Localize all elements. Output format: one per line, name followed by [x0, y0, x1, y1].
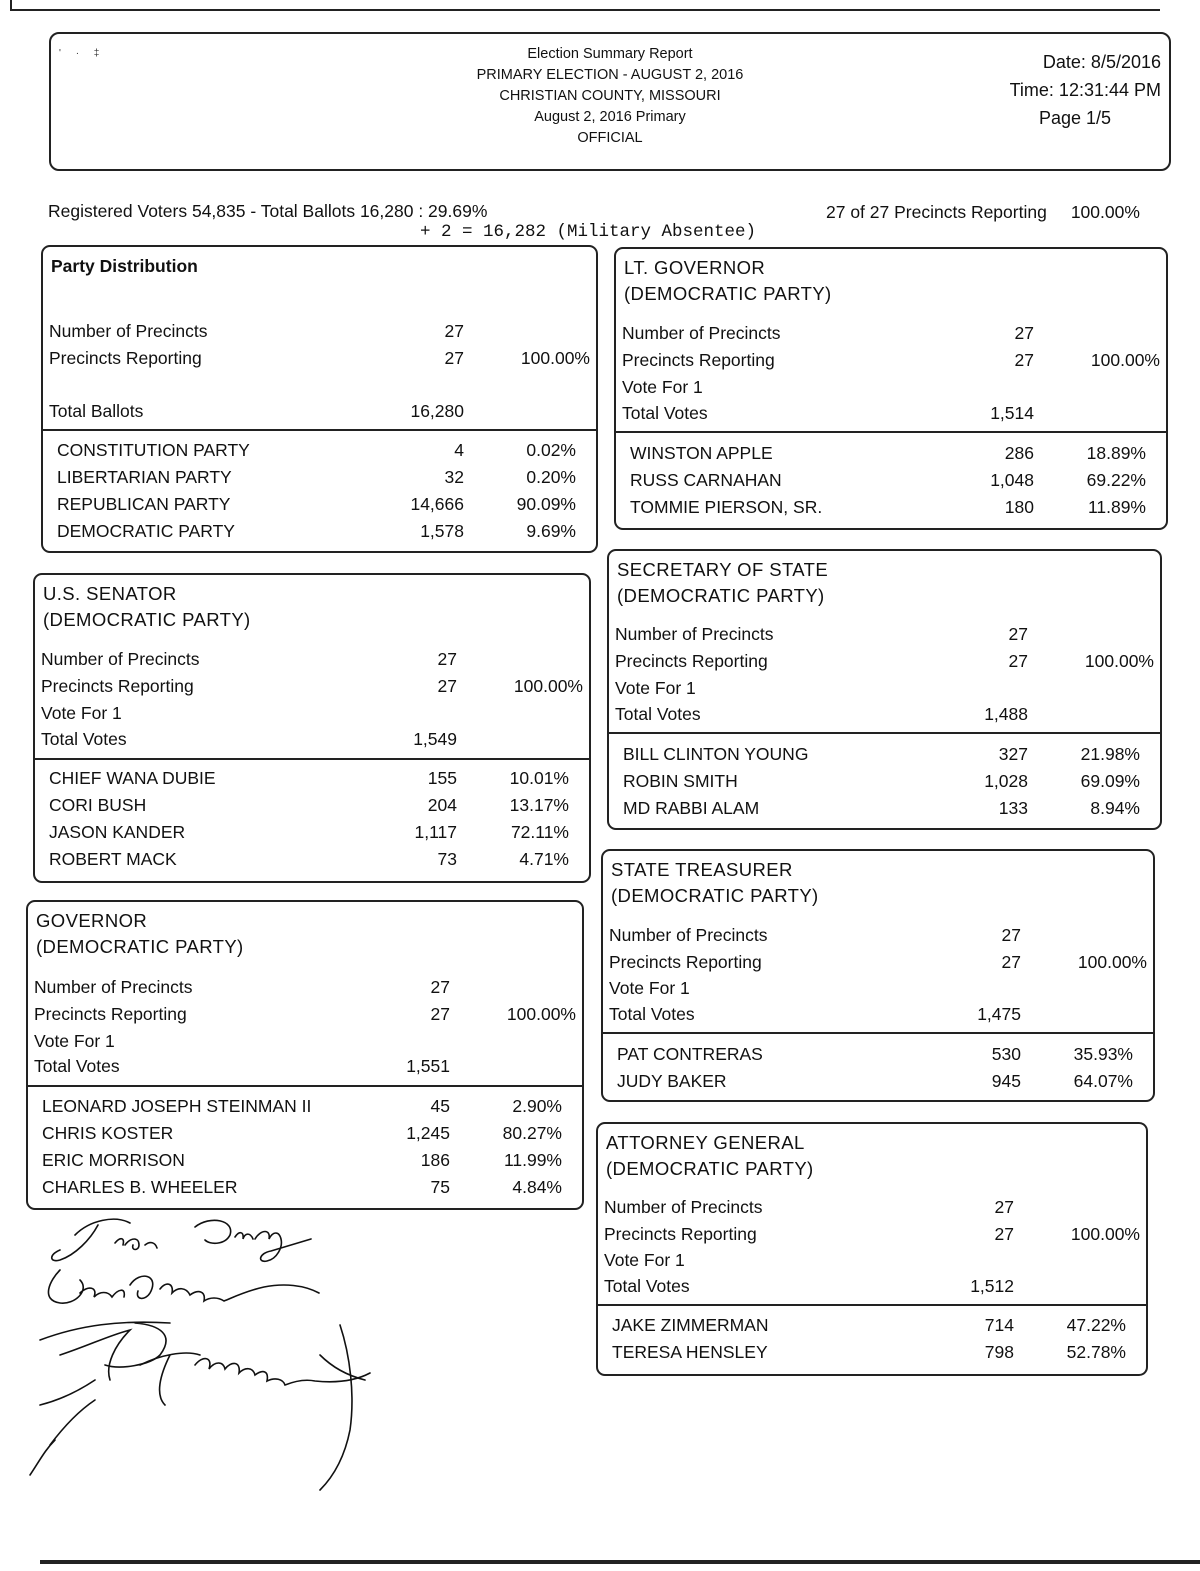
stat-pct: 100.00%	[1090, 350, 1160, 370]
divider	[28, 1085, 582, 1087]
stat-value: 27	[1001, 925, 1021, 945]
contest-title	[606, 1130, 814, 1182]
scan-marks: ' · ‡	[59, 48, 106, 59]
contest-party: (DEMOCRATIC PARTY)	[617, 585, 825, 606]
table-row	[604, 1339, 1140, 1365]
header-meta	[1010, 48, 1161, 132]
candidate-votes: 714	[984, 1315, 1014, 1335]
stat-pct: 100.00%	[506, 1004, 576, 1024]
candidate-name: MD RABBI ALAM	[623, 798, 760, 818]
stat-label: Vote For 1	[604, 1250, 685, 1270]
candidate-pct: 2.90%	[512, 1096, 562, 1116]
table-row	[41, 765, 583, 791]
candidate-name: WINSTON APPLE	[630, 443, 773, 463]
candidate-pct: 47.22%	[1066, 1315, 1126, 1335]
stat-row	[622, 374, 1160, 400]
candidate-name: JUDY BAKER	[617, 1071, 727, 1091]
candidate-votes: 1,245	[406, 1123, 450, 1143]
stat-label: Total Votes	[615, 704, 701, 724]
contest-title	[43, 581, 251, 633]
stat-row	[615, 621, 1154, 647]
table-row	[615, 795, 1154, 821]
candidate-name: JAKE ZIMMERMAN	[612, 1315, 769, 1335]
divider	[35, 758, 589, 760]
table-row	[41, 792, 583, 818]
party-votes: 1,578	[420, 521, 464, 541]
stat-label: Vote For 1	[34, 1031, 115, 1051]
stat-row	[49, 318, 590, 344]
party-distribution-title: Party Distribution	[51, 256, 198, 276]
stat-row	[622, 400, 1160, 426]
us-senator-box	[33, 573, 591, 883]
candidate-votes: 1,117	[414, 822, 457, 842]
candidate-votes: 530	[991, 1044, 1021, 1064]
stat-value: 27	[437, 676, 457, 696]
table-row	[34, 1120, 576, 1146]
table-row	[34, 1093, 576, 1119]
stat-row	[615, 675, 1154, 701]
candidate-pct: 64.07%	[1073, 1071, 1133, 1091]
county-name: CHRISTIAN COUNTY, MISSOURI	[499, 88, 721, 104]
stat-label: Vote For 1	[615, 678, 696, 698]
precincts-reporting-pct: 100.00%	[1070, 202, 1140, 222]
candidate-votes: 327	[998, 744, 1028, 764]
stat-label: Precincts Reporting	[34, 1004, 187, 1024]
stat-value: 16,280	[410, 401, 464, 421]
contest-party: (DEMOCRATIC PARTY)	[624, 283, 832, 304]
stat-label: Number of Precincts	[609, 925, 768, 945]
stat-pct: 100.00%	[513, 676, 583, 696]
party-pct: 90.09%	[516, 494, 576, 514]
candidate-name: CHARLES B. WHEELER	[42, 1177, 238, 1197]
candidate-pct: 11.99%	[503, 1150, 562, 1170]
stat-value: 27	[430, 1004, 450, 1024]
candidate-name: ROBERT MACK	[49, 849, 177, 869]
table-row	[615, 768, 1154, 794]
stat-label: Number of Precincts	[615, 624, 774, 644]
stat-label: Precincts Reporting	[622, 350, 775, 370]
candidate-votes: 186	[420, 1150, 450, 1170]
candidate-pct: 35.93%	[1073, 1044, 1133, 1064]
table-row	[49, 437, 590, 463]
stat-value: 27	[1008, 651, 1028, 671]
candidate-name: CHRIS KOSTER	[42, 1123, 174, 1143]
stat-value: 27	[1008, 624, 1028, 644]
party-name: REPUBLICAN PARTY	[57, 494, 231, 514]
stat-label: Precincts Reporting	[41, 676, 194, 696]
stat-label: Precincts Reporting	[604, 1224, 757, 1244]
party-votes: 32	[444, 467, 464, 487]
party-votes: 4	[454, 440, 464, 460]
stat-label: Total Votes	[34, 1056, 120, 1076]
party-votes: 14,666	[410, 494, 464, 514]
candidate-votes: 945	[991, 1071, 1021, 1091]
candidate-votes: 45	[430, 1096, 450, 1116]
candidate-name: JASON KANDER	[49, 822, 186, 842]
contest-office: STATE TREASURER	[611, 859, 793, 880]
table-row	[615, 741, 1154, 767]
stat-row	[41, 726, 583, 752]
precincts-reporting-text: 27 of 27 Precincts Reporting	[826, 202, 1047, 222]
stat-label: Number of Precincts	[622, 323, 781, 343]
candidate-name: RUSS CARNAHAN	[630, 470, 782, 490]
candidate-name: LEONARD JOSEPH STEINMAN II	[42, 1096, 312, 1116]
stat-row	[609, 922, 1147, 948]
divider	[598, 1304, 1146, 1306]
table-row	[49, 491, 590, 517]
candidate-votes: 155	[427, 768, 457, 788]
stat-value: 27	[444, 348, 464, 368]
candidate-votes: 798	[984, 1342, 1014, 1362]
stat-label: Vote For 1	[41, 703, 122, 723]
contest-office: GOVERNOR	[36, 910, 148, 931]
candidate-name: ERIC MORRISON	[42, 1150, 185, 1170]
stat-row	[34, 1001, 576, 1027]
table-row	[604, 1312, 1140, 1338]
stat-row	[622, 320, 1160, 346]
party-pct: 9.69%	[526, 521, 576, 541]
candidate-votes: 1,048	[990, 470, 1034, 490]
table-row	[609, 1041, 1147, 1067]
stat-pct: 100.00%	[1077, 952, 1147, 972]
stat-row	[34, 1053, 576, 1079]
table-row	[622, 440, 1160, 466]
stat-label: Total Ballots	[49, 401, 144, 421]
candidate-name: TERESA HENSLEY	[612, 1342, 768, 1362]
stat-row	[609, 1001, 1147, 1027]
contest-office: U.S. SENATOR	[43, 583, 177, 604]
candidate-name: PAT CONTRERAS	[617, 1044, 763, 1064]
divider	[616, 431, 1166, 433]
stat-value: 27	[994, 1197, 1014, 1217]
table-row	[609, 1068, 1147, 1094]
candidate-votes: 133	[998, 798, 1028, 818]
candidate-pct: 21.98%	[1080, 744, 1140, 764]
divider	[603, 1032, 1153, 1034]
primary-name: August 2, 2016 Primary	[534, 109, 686, 125]
stat-value: 1,549	[413, 729, 457, 749]
registered-voters-line: Registered Voters 54,835 - Total Ballots 16,280 : 29.69%	[48, 201, 488, 221]
candidate-votes: 1,028	[984, 771, 1028, 791]
party-name: LIBERTARIAN PARTY	[57, 467, 232, 487]
report-title: Election Summary Report	[527, 46, 693, 62]
candidate-name: ROBIN SMITH	[623, 771, 738, 791]
contest-party: (DEMOCRATIC PARTY)	[43, 609, 251, 630]
candidate-pct: 80.27%	[502, 1123, 562, 1143]
stat-row	[615, 701, 1154, 727]
candidate-pct: 18.89%	[1086, 443, 1146, 463]
contest-title	[617, 557, 828, 609]
table-row	[41, 819, 583, 845]
stat-row	[34, 974, 576, 1000]
table-row	[41, 846, 583, 872]
stat-value: 27	[1014, 323, 1034, 343]
stat-label: Vote For 1	[609, 978, 690, 998]
stat-label: Total Votes	[41, 729, 127, 749]
contest-title	[624, 255, 832, 307]
divider	[43, 429, 596, 431]
report-date: Date: 8/5/2016	[1042, 52, 1161, 72]
table-row	[49, 518, 590, 544]
stat-value: 1,551	[406, 1056, 450, 1076]
stat-value: 27	[1014, 350, 1034, 370]
stat-value: 27	[437, 649, 457, 669]
candidate-pct: 4.84%	[512, 1177, 562, 1197]
candidate-pct: 72.11%	[510, 822, 569, 842]
candidate-pct: 69.09%	[1080, 771, 1140, 791]
stat-row	[604, 1273, 1140, 1299]
state-treasurer-box	[601, 849, 1155, 1102]
contest-title	[36, 908, 244, 960]
secretary-of-state-box	[607, 549, 1162, 830]
table-row	[622, 494, 1160, 520]
candidate-votes: 204	[427, 795, 457, 815]
candidate-votes: 75	[430, 1177, 450, 1197]
contest-party: (DEMOCRATIC PARTY)	[36, 936, 244, 957]
divider	[609, 732, 1160, 734]
party-name: DEMOCRATIC PARTY	[57, 521, 235, 541]
table-row	[34, 1174, 576, 1200]
contest-title	[611, 857, 819, 909]
contest-party: (DEMOCRATIC PARTY)	[606, 1158, 814, 1179]
stat-row	[604, 1247, 1140, 1273]
top-border	[0, 0, 1200, 12]
stat-row	[34, 1028, 576, 1054]
stat-label: Number of Precincts	[34, 977, 193, 997]
precincts-reporting-line	[826, 202, 1140, 223]
stat-pct: 100.00%	[1084, 651, 1154, 671]
candidate-pct: 10.01%	[509, 768, 569, 788]
candidate-pct: 4.71%	[519, 849, 569, 869]
contest-office: SECRETARY OF STATE	[617, 559, 829, 580]
stat-row	[49, 345, 590, 371]
candidate-name: CHIEF WANA DUBIE	[49, 768, 216, 788]
bottom-border	[40, 1560, 1200, 1564]
party-name: CONSTITUTION PARTY	[57, 440, 250, 460]
stat-value: 27	[444, 321, 464, 341]
stat-row	[604, 1194, 1140, 1220]
governor-box	[26, 900, 584, 1210]
stat-value: 1,514	[990, 403, 1034, 423]
stat-pct: 100.00%	[520, 348, 590, 368]
candidate-pct: 52.78%	[1066, 1342, 1126, 1362]
election-name: PRIMARY ELECTION - AUGUST 2, 2016	[476, 67, 744, 83]
page-number: Page 1/5	[1038, 108, 1111, 128]
contest-party: (DEMOCRATIC PARTY)	[611, 885, 819, 906]
stat-label: Precincts Reporting	[49, 348, 202, 368]
candidate-votes: 286	[1004, 443, 1034, 463]
candidate-votes: 180	[1004, 497, 1034, 517]
stat-label: Precincts Reporting	[615, 651, 768, 671]
candidate-name: TOMMIE PIERSON, SR.	[630, 497, 823, 517]
party-pct: 0.02%	[526, 440, 576, 460]
stat-label: Number of Precincts	[41, 649, 200, 669]
report-time: Time: 12:31:44 PM	[1009, 80, 1161, 100]
stat-label: Number of Precincts	[49, 321, 208, 341]
stat-row	[49, 398, 590, 424]
stat-row	[41, 700, 583, 726]
table-row	[49, 464, 590, 490]
stat-label: Vote For 1	[622, 377, 703, 397]
party-pct: 0.20%	[526, 467, 576, 487]
stat-label: Total Votes	[604, 1276, 690, 1296]
stat-row	[609, 949, 1147, 975]
candidate-pct: 69.22%	[1086, 470, 1146, 490]
stat-row	[41, 673, 583, 699]
stat-value: 1,488	[984, 704, 1028, 724]
candidate-pct: 13.17%	[509, 795, 569, 815]
stat-label: Precincts Reporting	[609, 952, 762, 972]
party-distribution-box	[41, 245, 598, 553]
candidate-votes: 73	[437, 849, 457, 869]
stat-label: Total Votes	[622, 403, 708, 423]
stat-pct: 100.00%	[1070, 1224, 1140, 1244]
lt-governor-box	[614, 247, 1168, 530]
stat-row	[615, 648, 1154, 674]
stat-label: Number of Precincts	[604, 1197, 763, 1217]
stat-row	[604, 1221, 1140, 1247]
signatures	[20, 1205, 410, 1495]
stat-value: 27	[994, 1224, 1014, 1244]
table-row	[34, 1147, 576, 1173]
stat-value: 1,475	[977, 1004, 1021, 1024]
stat-value: 27	[1001, 952, 1021, 972]
contest-office: ATTORNEY GENERAL	[606, 1132, 805, 1153]
candidate-name: CORI BUSH	[49, 795, 147, 815]
header-titles	[51, 44, 1169, 149]
military-absentee-note: + 2 = 16,282 (Military Absentee)	[420, 222, 757, 242]
stat-row	[41, 646, 583, 672]
stat-label: Total Votes	[609, 1004, 695, 1024]
candidate-name: BILL CLINTON YOUNG	[623, 744, 809, 764]
official-label: OFFICIAL	[577, 130, 643, 146]
attorney-general-box	[596, 1122, 1148, 1376]
contest-office: LT. GOVERNOR	[624, 257, 766, 278]
stat-value: 27	[430, 977, 450, 997]
report-header	[49, 32, 1171, 171]
stat-row	[622, 347, 1160, 373]
stat-value: 1,512	[970, 1276, 1014, 1296]
stat-row	[609, 975, 1147, 1001]
candidate-pct: 11.89%	[1087, 497, 1146, 517]
table-row	[622, 467, 1160, 493]
candidate-pct: 8.94%	[1090, 798, 1140, 818]
